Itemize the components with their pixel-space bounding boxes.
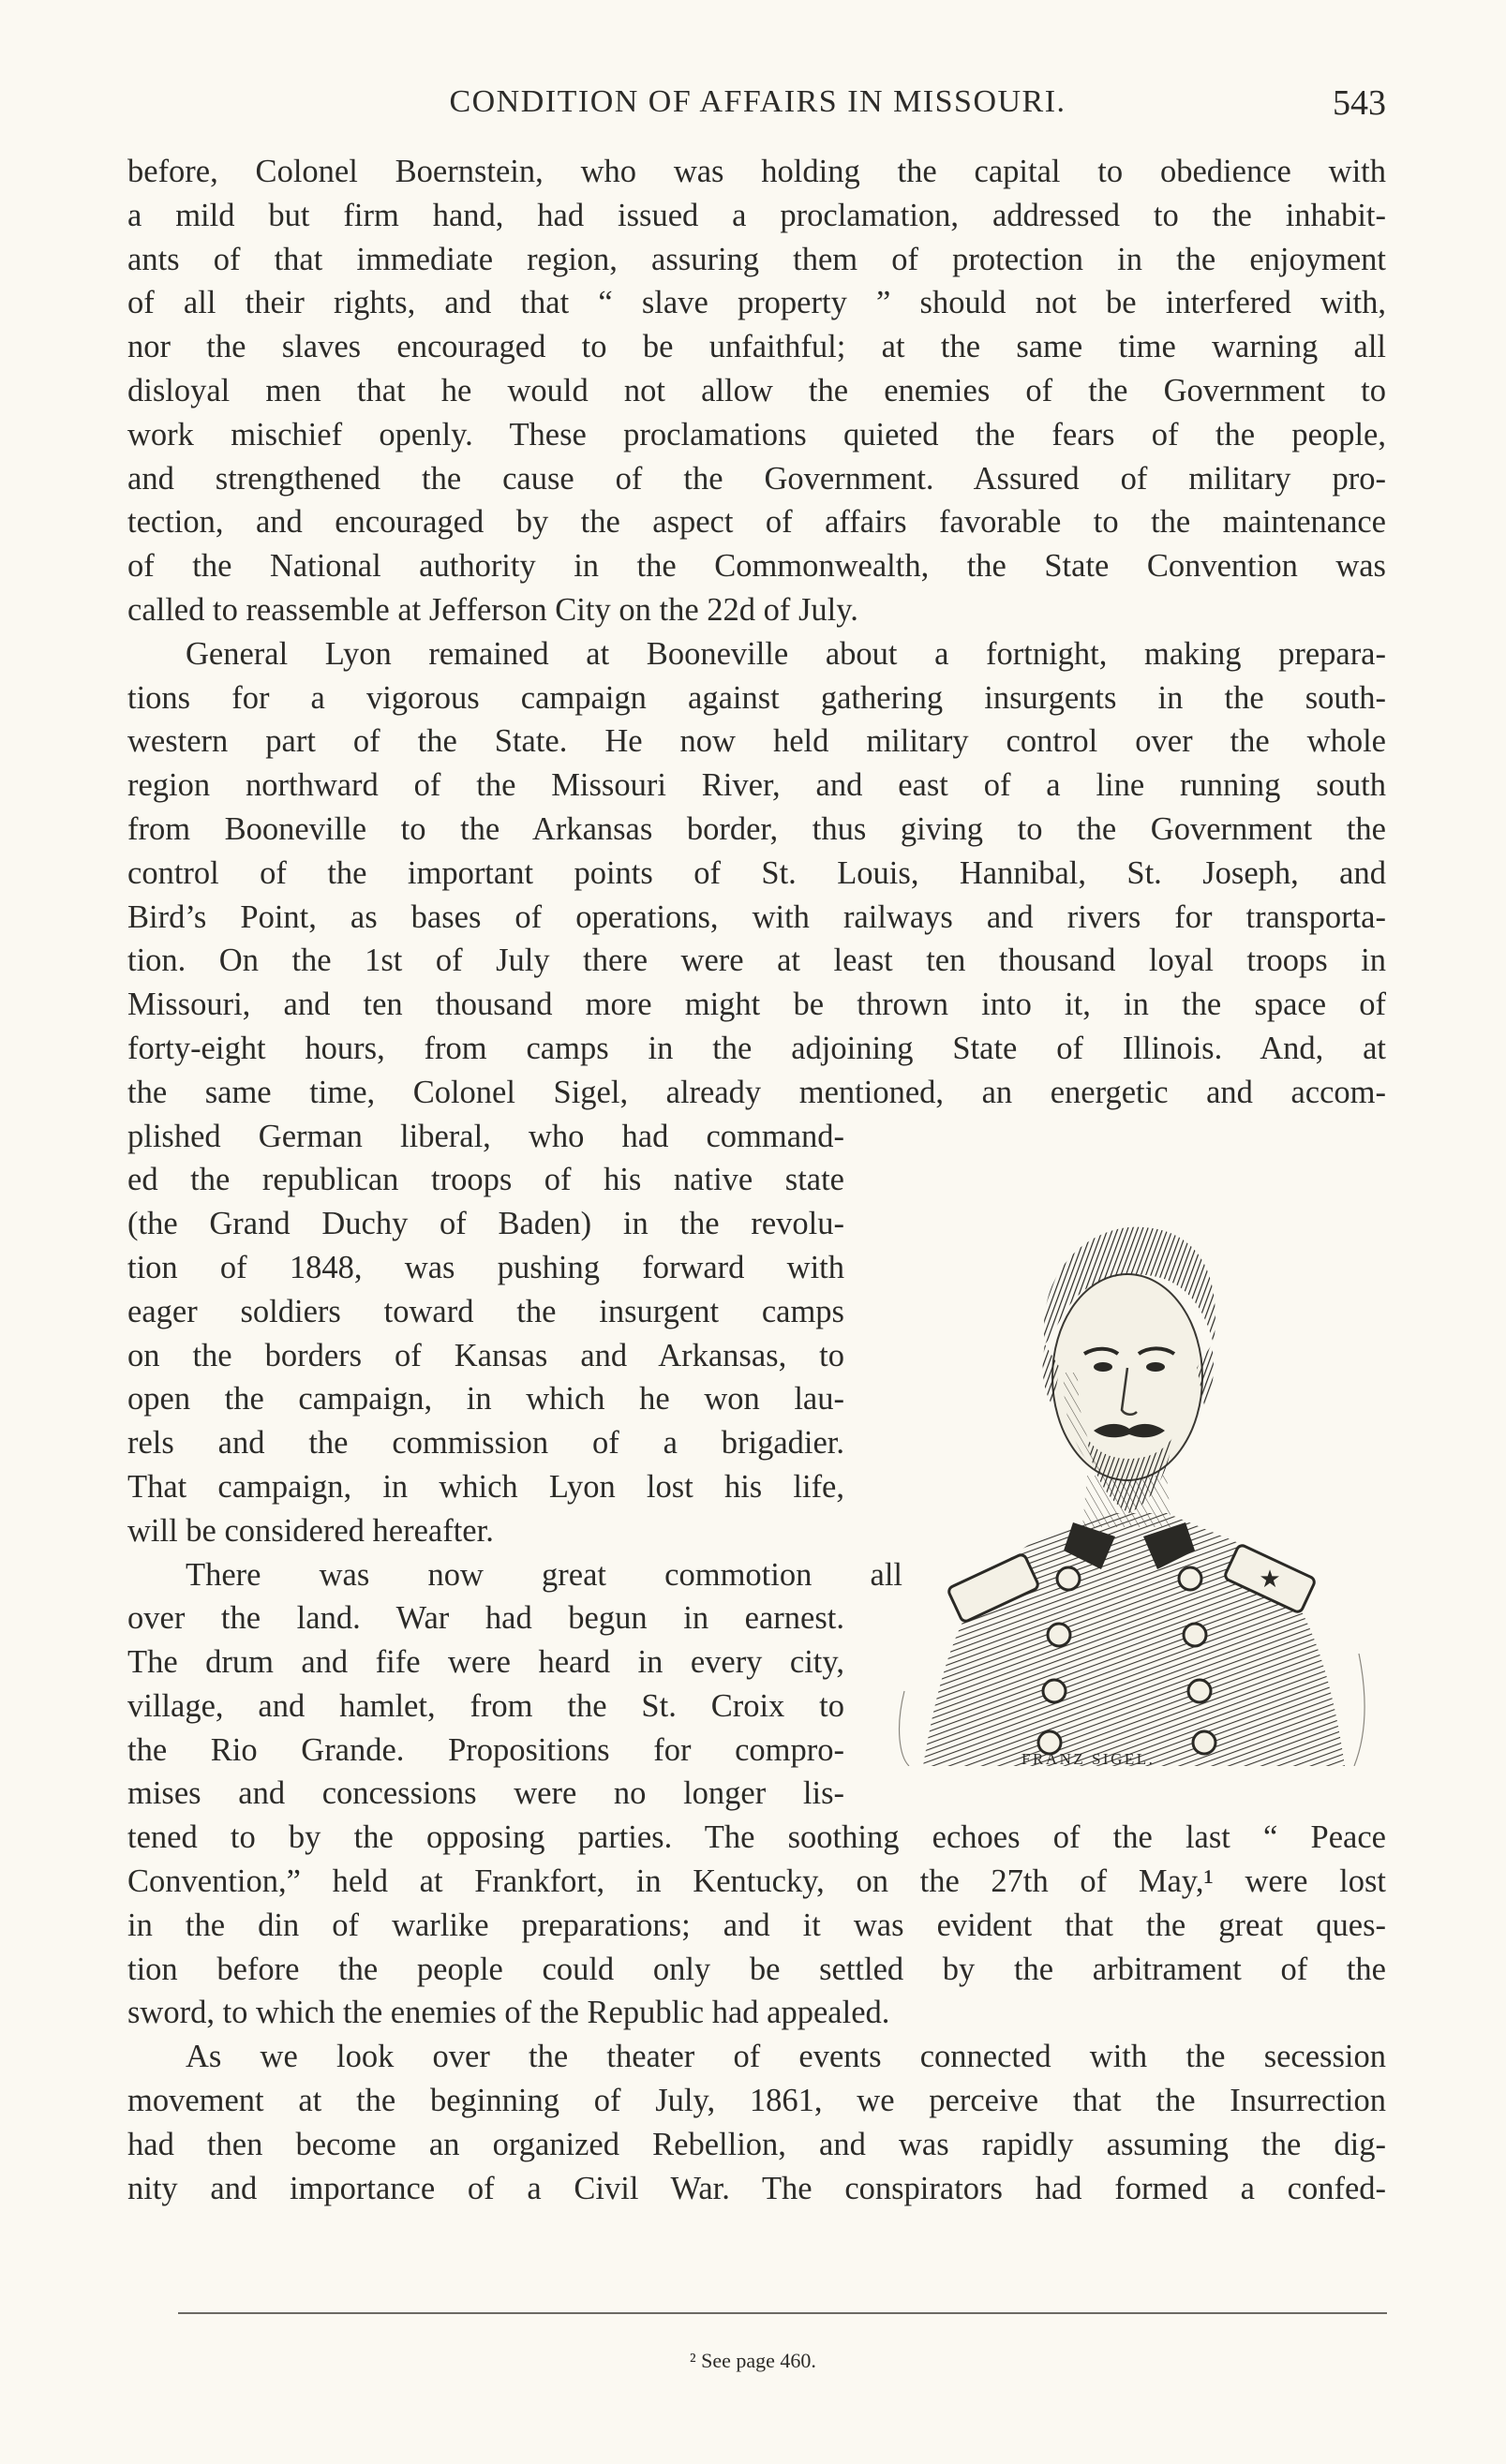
text-line: on the borders of Kansas and Arkansas, to <box>127 1337 844 1373</box>
text-line: nity and importance of a Civil War. The conspirators had formed a confed- <box>127 2170 1386 2206</box>
text-line: sword, to which the enemies of the Republic had appealed. <box>127 1995 890 2031</box>
text-line: tions for a vigorous campaign against gathering insurgents in the south- <box>127 679 1386 716</box>
running-head: CONDITION OF AFFAIRS IN MISSOURI. <box>449 84 1066 119</box>
text-line: (the Grand Duchy of Baden) in the revolu- <box>127 1206 844 1242</box>
text-line: western part of the State. He now held military control over the whole <box>127 723 1386 760</box>
text-line: tion. On the 1st of July there were at least ten thousand loyal troops in <box>127 943 1386 979</box>
text-line: open the campaign, in which he won lau- <box>127 1381 844 1418</box>
text-line: General Lyon remained at Booneville about a fortnight, making prepara- <box>186 635 1386 672</box>
text-line: disloyal men that he would not allow the enemies of the Government to <box>127 372 1386 408</box>
text-line: There was now great commotion all <box>186 1556 902 1593</box>
svg-text:★: ★ <box>1259 1566 1281 1594</box>
text-line: and strengthened the cause of the Government. Assured of military pro- <box>127 460 1386 497</box>
text-line: will be considered hereafter. <box>127 1512 494 1549</box>
text-line: plished German liberal, who had command- <box>127 1118 844 1154</box>
portrait-illustration <box>886 1166 1373 1766</box>
text-line: tened to by the opposing parties. The soothing echoes of the last “ Peace <box>127 1819 1386 1856</box>
text-line: a mild but firm hand, had issued a proclamation, addressed to the inhabit- <box>127 197 1386 233</box>
text-line: the same time, Colonel Sigel, already mentioned, an energetic and accom- <box>127 1074 1386 1110</box>
text-line: of the National authority in the Commonwealth, the State Convention was <box>127 548 1386 585</box>
text-line: Convention,” held at Frankfort, in Kentucky, on the 27th of May,¹ were lost <box>127 1863 1386 1900</box>
text-line: over the land. War had begun in earnest. <box>127 1600 844 1637</box>
text-line: nor the slaves encouraged to be unfaithful; at the same time warning all <box>127 329 1386 365</box>
text-line: forty-eight hours, from camps in the adjoining State of Illinois. And, at <box>127 1030 1386 1066</box>
text-line: ed the republican troops of his native state <box>127 1162 844 1198</box>
text-line: work mischief openly. These proclamations quieted the fears of the people, <box>127 416 1386 453</box>
text-line: before, Colonel Boernstein, who was holding the capital to obedience with <box>127 154 1386 189</box>
text-line: of all their rights, and that “ slave property ” should not be interfered with, <box>127 285 1386 321</box>
text-line: in the din of warlike preparations; and it was evident that the great ques- <box>127 1907 1386 1943</box>
figure-caption: FRANZ SIGEL. <box>1021 1750 1156 1768</box>
footnote-rule <box>178 2312 1387 2314</box>
text-line: As we look over the theater of events connected with the secession <box>186 2039 1386 2075</box>
text-line: Bird’s Point, as bases of operations, with railways and rivers for transporta- <box>127 898 1386 935</box>
text-line: ants of that immediate region, assuring them of protection in the enjoyment <box>127 241 1386 277</box>
footnote: ² See page 460. <box>690 2349 816 2372</box>
text-line: village, and hamlet, from the St. Croix to <box>127 1687 844 1724</box>
text-line: tection, and encouraged by the aspect of affairs favorable to the maintenance <box>127 504 1386 541</box>
text-line: That campaign, in which Lyon lost his life, <box>127 1468 844 1505</box>
text-line: the Rio Grande. Propositions for compro- <box>127 1731 844 1768</box>
text-line: tion before the people could only be settled by the arbitrament of the <box>127 1951 1386 1987</box>
text-line: movement at the beginning of July, 1861, we perceive that the Insurrection <box>127 2083 1386 2119</box>
text-line: region northward of the Missouri River, and east of a line running south <box>127 767 1386 804</box>
text-line: Missouri, and ten thousand more might be thrown into it, in the space of <box>127 987 1386 1023</box>
text-line: The drum and fife were heard in every city, <box>127 1644 844 1681</box>
page-header <box>129 84 1386 131</box>
text-line: rels and the commission of a brigadier. <box>127 1425 844 1462</box>
text-line: control of the important points of St. Louis, Hannibal, St. Joseph, and <box>127 854 1386 891</box>
text-line: eager soldiers toward the insurgent camps <box>127 1293 844 1329</box>
text-line: called to reassemble at Jefferson City on the 22d of July. <box>127 591 858 628</box>
portrait-engraving <box>886 1166 1373 1766</box>
text-line: had then become an organized Rebellion, and was rapidly assuming the dig- <box>127 2126 1386 2162</box>
text-line: from Booneville to the Arkansas border, thus giving to the Government the <box>127 810 1386 847</box>
text-line: mises and concessions were no longer lis- <box>127 1775 844 1812</box>
text-line: tion of 1848, was pushing forward with <box>127 1249 844 1285</box>
page-number: 543 <box>1333 83 1386 123</box>
